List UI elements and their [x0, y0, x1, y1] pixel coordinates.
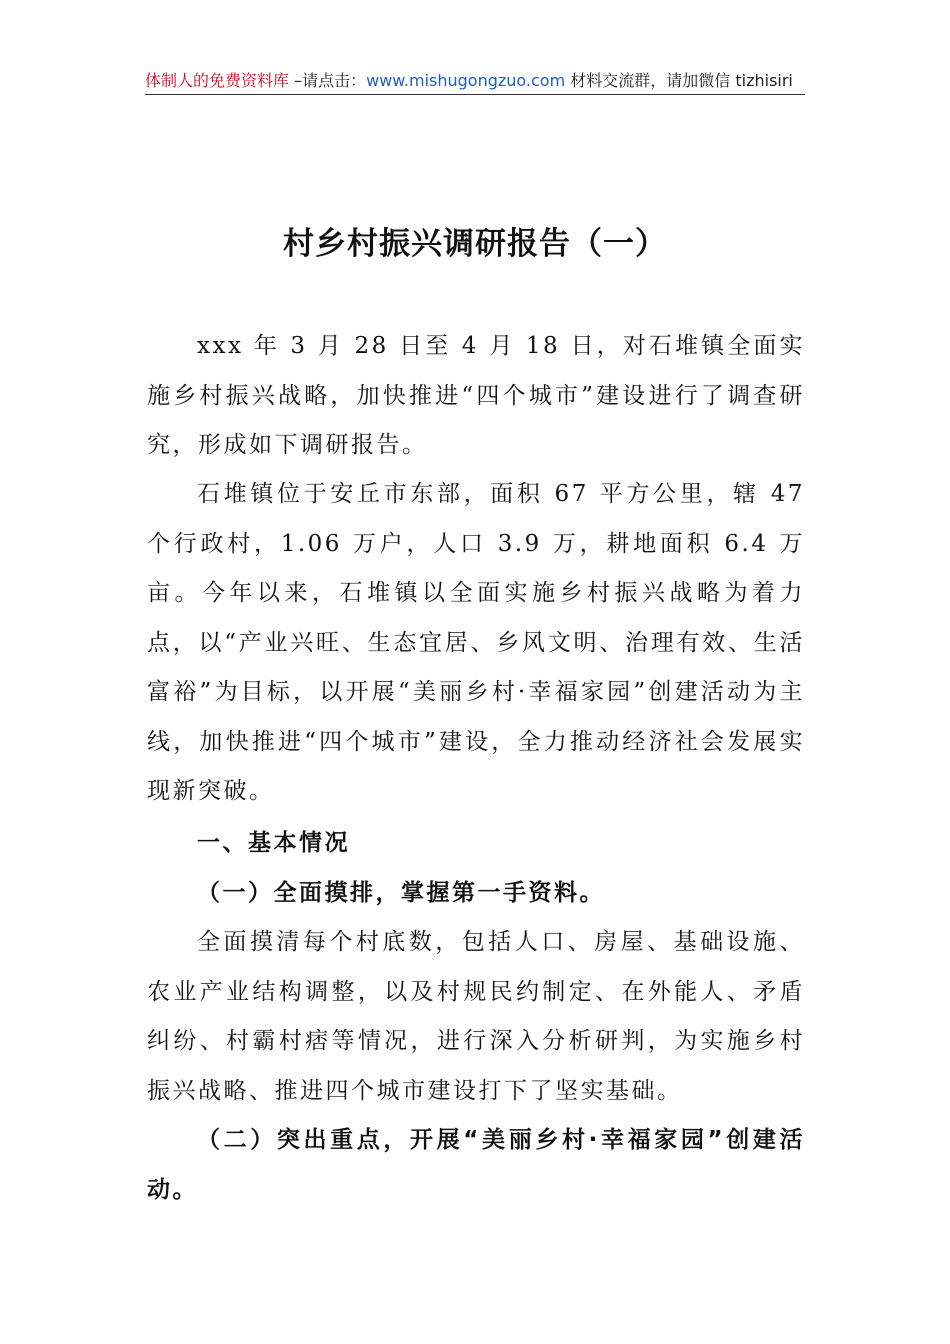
header-brand: 体制人的免费资料库 — [145, 71, 290, 90]
page-header — [145, 68, 805, 95]
subsection-heading-2: （二）突出重点，开展“美丽乡村·幸福家园”创建活动。 — [147, 1127, 805, 1203]
paragraph-intro: xxx 年 3 月 28 日至 4 月 18 日，对石堆镇全面实施乡村振兴战略，加快推进“四个城市”建设进行了调查研究，形成如下调研报告。 — [147, 333, 805, 458]
header-click-text: –请点击： — [289, 71, 367, 90]
section-heading-basic: 一、基本情况 — [197, 830, 350, 856]
paragraph-survey: 全面摸清每个村底数，包括人口、房屋、基础设施、农业产业结构调整，以及村规民约制定、在外能人、矛盾纠纷、村霸村痞等情况，进行深入分析研判，为实施乡村振兴战略、推进四个城市建设打下了坚实基础。 — [147, 929, 805, 1104]
document-title: 村乡村振兴调研报告（一） — [283, 226, 667, 262]
subsection-heading-1: （一）全面摸排，掌握第一手资料。 — [197, 880, 605, 906]
header-url-link[interactable]: www.mishugongzuo.com — [366, 71, 566, 90]
paragraph-overview: 石堆镇位于安丘市东部，面积 67 平方公里，辖 47 个行政村，1.06 万户，人口 3.9 万，耕地面积 6.4 万亩。今年以来，石堆镇以全面实施乡村振兴战略为着力点，以“产业兴旺、生态宜居、乡风文明、治理有效、生活富裕”为目标，以开展“美丽乡村·幸福家园”创建活动为主线，加快推进“四个城市”建设，全力推动经济社会发展实现新突破。 — [147, 481, 805, 804]
header-wechat-text: 材料交流群，请加微信 tizhisiri — [565, 71, 793, 90]
